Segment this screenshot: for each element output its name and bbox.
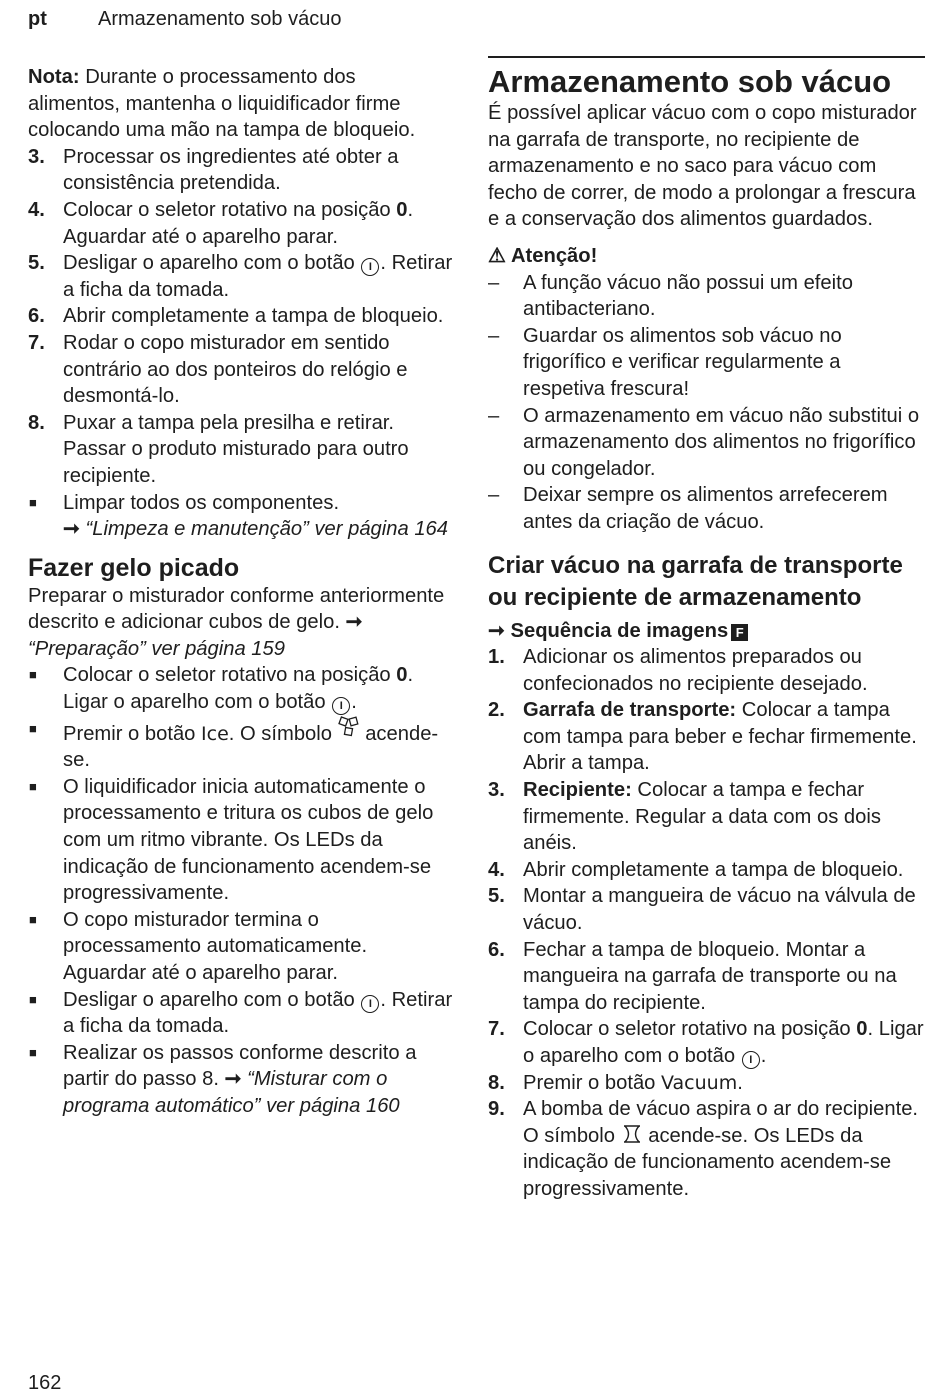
list-item [28,250,453,303]
warning-text: A função vácuo não possui um efeito antibacteriano. [523,271,853,321]
page-title: Armazenamento sob vácuo [488,56,925,100]
step-text: . O símbolo [228,722,338,745]
bullet-square-icon: ■ [29,778,37,794]
step-number: 9. [488,1098,505,1121]
step-number: 8. [488,1071,505,1094]
list-item [488,777,925,857]
image-sequence-label: Sequência de imagens [510,619,729,642]
list-item [28,774,453,907]
running-header-title: Armazenamento sob vácuo [98,8,342,30]
step-text: . [737,1071,743,1094]
cross-reference-text: “Limpeza e manutenção” ver página 164 [85,518,449,541]
bullet-square-icon: ■ [29,720,37,736]
step-text: acende-se. Os LEDs da indicação de funcionamento acendem-se progressivamente. [523,1124,892,1200]
step-text: Puxar a tampa pela presilha e retirar. Passar o produto misturado para outro recipiente. [63,411,409,487]
step-text: . Ligar o aparelho com o botão [523,1018,924,1067]
step-text: Adicionar os alimentos preparados ou confecionados no recipiente desejado. [523,646,868,695]
step-text: Colocar o seletor rotativo na posição [63,198,397,221]
figure-f-icon: F [731,624,748,641]
warning-text: Deixar sempre os alimentos arrefecerem antes da criação de vácuo. [523,484,888,533]
vacuum-button-label: Vacuum [661,1071,738,1094]
step-number: 7. [488,1018,505,1041]
list-item [488,1016,925,1069]
step-text: Fechar a tampa de bloqueio. Montar a mangueira na garrafa de transporte ou na tampa do recipiente. [523,938,897,1014]
list-item [488,1096,925,1202]
step-number: 7. [28,331,45,354]
step-text: Abrir completamente a tampa de bloqueio. [523,858,904,881]
step-number: 6. [488,938,505,961]
warning-heading [488,243,925,270]
ice-button-label: Ice [201,722,229,745]
list-item [488,270,925,323]
vacuum-symbol-icon [621,1123,643,1145]
list-item [28,330,453,410]
warning-text: Guardar os alimentos sob vácuo no frigorífico e verificar regularmente a respetiva frescura! [523,324,842,400]
step-number: 3. [488,779,505,802]
section-heading: Fazer gelo picado [28,553,240,582]
list-item [28,662,453,715]
power-button-icon: I [742,1051,760,1069]
arrow-icon: ➞ [224,1068,242,1091]
arrow-icon: ➞ [63,518,80,541]
list-item [28,303,453,330]
power-button-icon: I [361,258,379,276]
warning-label: Atenção! [510,244,598,267]
list-item [28,987,453,1040]
section-heading: Criar vácuo na garrafa de transporte ou recipiente de armazenamento [488,551,903,611]
dash-bullet: – [488,324,500,347]
step-text: Desligar o aparelho com o botão [63,252,361,275]
step-text: Premir o botão [523,1071,662,1094]
list-item [488,697,925,777]
list-item [488,644,925,697]
list-item [488,403,925,483]
cross-reference-link[interactable] [63,518,448,540]
list-item [488,1070,925,1097]
step-text: Colocar o seletor rotativo na posição [523,1018,857,1041]
bullet-square-icon: ■ [29,667,37,683]
step-text: acende-se. [63,722,439,772]
bullet-square-icon: ■ [29,494,37,510]
step-text: A bomba de vácuo aspira o ar do recipiente. O símbolo [523,1098,919,1147]
bullet-square-icon: ■ [29,991,37,1007]
note-paragraph [28,64,453,144]
dash-bullet: – [488,484,500,507]
step-bold-label: Recipiente: [523,779,632,802]
left-column [28,64,453,1120]
intro-paragraph: É possível aplicar vácuo com o copo misturador na garrafa de transporte, no recipiente de armazenamento e no saco para vácuo com fecho de correr, de modo a prolongar a frescura e a conservação dos alimentos guardados. [488,102,917,231]
intro-paragraph [28,583,453,663]
step-text: Realizar os passos conforme descrito a partir do passo 8. [63,1041,417,1091]
position-zero: 0 [396,664,408,687]
step-text: Processar os ingredientes até obter a consistência pretendida. [63,145,399,195]
intro-text: Preparar o misturador conforme anteriormente descrito e adicionar cubos de gelo. [28,584,445,634]
dash-bullet: – [488,271,500,294]
step-text: O liquidificador inicia automaticamente o processamento e tritura os cubos de gelo com um ritmo vibrante. Os LEDs da indicação de funcionamento acendem-se progressivamente. [63,775,434,905]
bullet-square-icon: ■ [29,911,37,927]
cross-reference-text: “Misturar com o programa automático” ver página 160 [63,1068,400,1117]
step-number: 1. [488,646,505,669]
step-text: . Aguardar até o aparelho parar. [63,198,414,248]
step-number: 4. [488,858,505,881]
dash-bullet: – [488,404,500,427]
cross-reference-text: “Preparação” ver página 159 [28,637,285,660]
step-text: Rodar o copo misturador em sentido contrário ao dos ponteiros do relógio e desmontá-lo. [63,331,408,408]
page-number: 162 [28,1372,62,1394]
step-text: O copo misturador termina o processamento automaticamente. Aguardar até o aparelho parar. [63,908,368,984]
position-zero: 0 [396,198,408,221]
step-number: 5. [488,885,505,908]
step-text: . Ligar o aparelho com o botão [63,664,414,714]
list-item [28,490,453,543]
step-text: Colocar a tampa e fechar firmemente. Regular a data com os dois anéis. [523,779,881,855]
arrow-icon: ➞ [345,611,363,634]
warning-text: O armazenamento em vácuo não substitui o armazenamento dos alimentos no frigorífico ou congelador. [523,404,920,480]
right-column [488,56,925,1203]
list-item [28,144,453,197]
step-number: 5. [28,252,45,275]
list-item [488,482,925,535]
note-label: Nota: [28,66,80,88]
step-text: Montar a mangueira de vácuo na válvula de vácuo. [523,885,916,935]
list-item [28,410,453,490]
step-text: Desligar o aparelho com o botão [63,988,361,1011]
step-text: Premir o botão [63,722,202,745]
list-item [488,323,925,403]
list-item [28,907,453,987]
step-bold-label: Garrafa de transporte: [523,699,737,722]
warning-icon: ⚠ [488,244,507,267]
ice-cubes-icon [338,716,360,738]
step-text: . Retirar a ficha da tomada. [63,988,453,1038]
step-text: Colocar a tampa com tampa para beber e fechar firmemente. Abrir a tampa. [523,699,917,775]
bullet-square-icon: ■ [29,1044,37,1060]
step-number: 2. [488,699,505,722]
language-code: pt [28,8,47,30]
step-number: 4. [28,198,45,221]
power-button-icon: I [361,995,379,1013]
list-item [28,716,453,774]
step-text: . [351,691,357,714]
power-button-icon: I [332,697,350,715]
image-sequence-reference[interactable] [488,618,925,645]
note-text: Durante o processamento dos alimentos, mantenha o liquidificador firme colocando uma mão na tampa de bloqueio. [28,66,416,142]
step-text: . [760,1045,767,1067]
list-item [488,857,925,884]
list-item [488,937,925,1017]
step-number: 6. [28,305,45,328]
step-text: . Retirar a ficha da tomada. [63,252,453,301]
list-item [488,883,925,936]
step-number: 3. [28,145,45,168]
step-number: 8. [28,411,45,434]
step-text: Colocar o seletor rotativo na posição [63,664,397,687]
step-text: Limpar todos os componentes. [63,491,340,514]
list-item [28,1040,453,1120]
running-header [28,6,342,32]
list-item [28,197,453,250]
step-text: Abrir completamente a tampa de bloqueio. [63,305,444,328]
arrow-icon: ➞ [488,619,505,642]
position-zero: 0 [856,1018,868,1041]
